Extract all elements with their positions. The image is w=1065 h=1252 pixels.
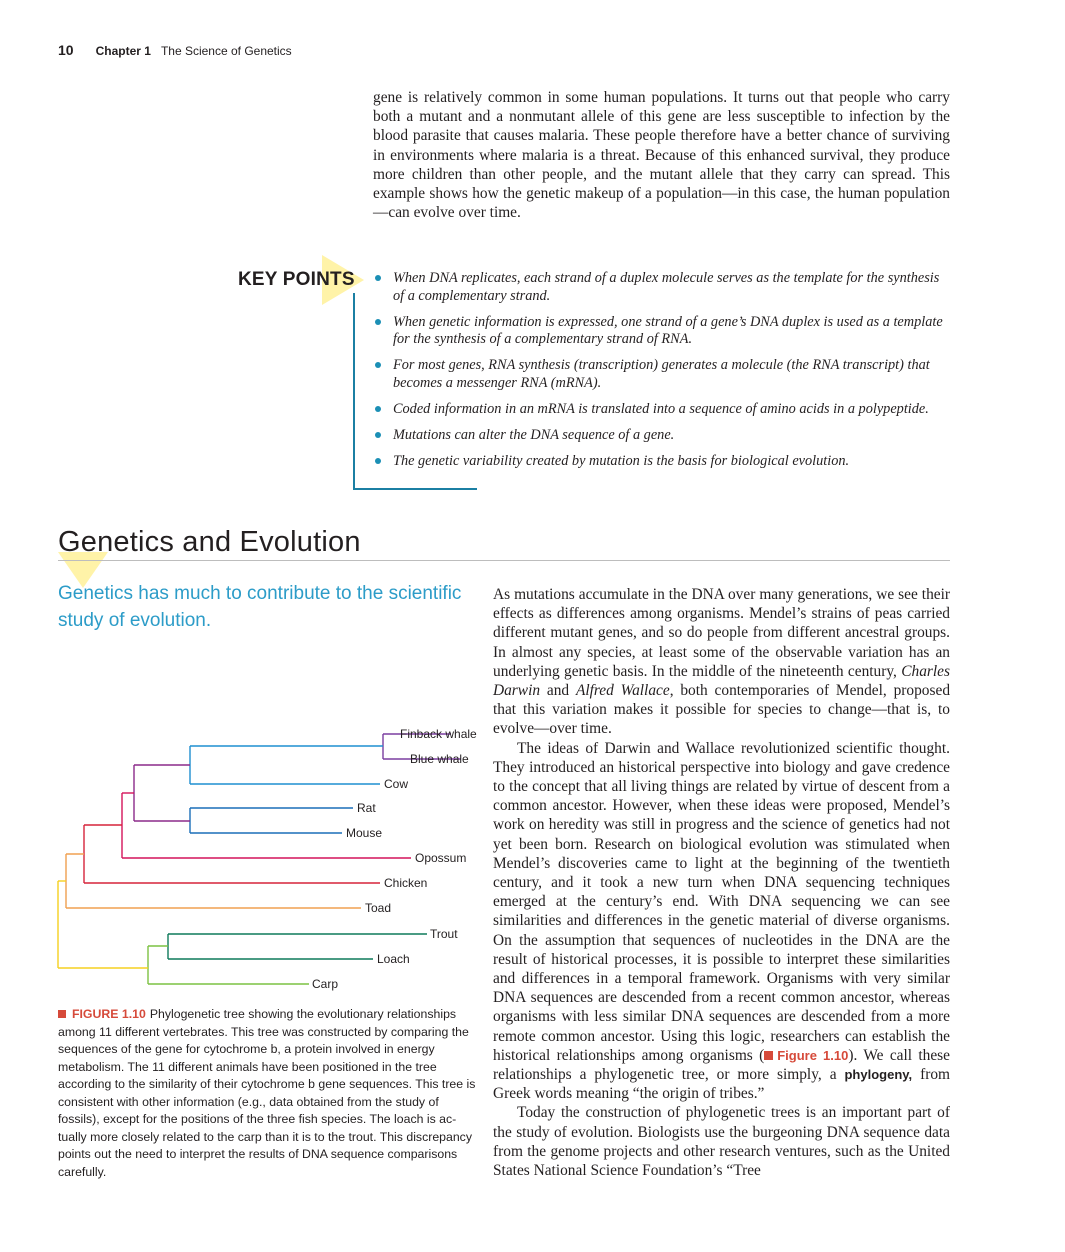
key-points-list bbox=[373, 270, 950, 479]
key-points-rule-horizontal bbox=[353, 488, 477, 490]
figure-marker-icon bbox=[58, 1010, 66, 1018]
key-point-item: For most genes, RNA synthesis (transcription) generates a molecule (the RNA transcript) that becomes a messenger RNA (mRNA). bbox=[373, 357, 950, 392]
section-lead: Genetics has much to contribute to the scientific study of evolution. bbox=[58, 583, 462, 631]
paragraph: Today the construction of phylogenetic trees is an important part of the study of evolution. Biologists use the burgeoning DNA sequence data from the genome projects and other research ventures, such as the United States National Science Foundation’s “Tree bbox=[493, 1104, 950, 1180]
intro-paragraph bbox=[373, 88, 950, 222]
emphasis: Alfred Wallace bbox=[575, 682, 670, 700]
text-run: and bbox=[540, 682, 576, 700]
text-run: , both contemporaries of Mendel, proposed that this variation makes it possible for species to change—that is, to evolve—over time. bbox=[493, 682, 951, 738]
taxon-label: Rat bbox=[357, 801, 376, 815]
taxon-label: Carp bbox=[312, 977, 339, 991]
taxon-label: Mouse bbox=[346, 826, 383, 840]
section-rule bbox=[58, 560, 950, 561]
key-point-item: The genetic variability created by mutation is the basis for biological evolution. bbox=[373, 453, 950, 471]
intro-text: gene is relatively common in some human populations. It turns out that people who carry both a mutant and a nonmutant allele of this gene are less susceptible to infection by the blood parasite that causes malaria. These people therefore have a better chance of surviving in environments where malaria is a threat. Because of this enhanced survival, they produce more children than other people, and the mutant allele that they carry can spread. This example shows how the genetic makeup of a population—in this case, the human population—can evolve over time. bbox=[373, 89, 950, 222]
phylogenetic-tree bbox=[55, 722, 485, 997]
taxon-label: Finback whale bbox=[400, 727, 477, 741]
chapter-title: The Science of Genetics bbox=[160, 44, 292, 58]
key-term: phylogeny, bbox=[844, 1067, 913, 1083]
figure-caption bbox=[58, 1006, 478, 1181]
section-title: Genetics and Evolution bbox=[58, 526, 361, 558]
taxon-label: Loach bbox=[377, 952, 410, 966]
figure-reference-text: Figure 1.10 bbox=[777, 1047, 849, 1063]
figure-marker-icon bbox=[764, 1051, 773, 1060]
taxon-label: Opossum bbox=[415, 851, 467, 865]
taxon-label: Blue whale bbox=[410, 752, 469, 766]
taxon-label: Trout bbox=[430, 927, 458, 941]
key-points-rule-vertical bbox=[353, 293, 355, 489]
taxon-label: Chicken bbox=[384, 876, 428, 890]
key-point-item: Coded information in an mRNA is translated into a sequence of amino acids in a polypeptide. bbox=[373, 401, 950, 419]
taxon-label: Cow bbox=[384, 777, 409, 791]
chapter-label: Chapter 1 bbox=[95, 44, 151, 58]
emphasis: Charles Darwin bbox=[493, 662, 950, 700]
key-point-item: When genetic information is expressed, one strand of a gene’s DNA duplex is used as a template for the synthesis of a complementary strand of RNA. bbox=[373, 314, 950, 349]
running-header bbox=[58, 42, 292, 60]
key-point-item: Mutations can alter the DNA sequence of a gene. bbox=[373, 427, 950, 445]
body-text bbox=[493, 585, 950, 1180]
text-run: ). We call these relationships a phylogenetic tree, or more simply, a bbox=[493, 1046, 950, 1084]
text-run: from Greek words meaning “the origin of tribes.” bbox=[493, 1066, 951, 1103]
paragraph bbox=[493, 739, 950, 1104]
key-point-item: When DNA replicates, each strand of a duplex molecule serves as the template for the synthesis of a complementary strand. bbox=[373, 270, 950, 305]
caption-text: Phylogenetic tree showing the evolutionary relationships among 11 different vertebrates. This tree was constructed by comparing the sequences of the gene for cytochrome b, a protein involved in energy metabolism. The 11 different animals have been positioned in the tree according to the similarity of their cytochrome b gene sequences. This tree is consistent with other information (e.g., data obtained from the study of fossils), except for the positions of the three fish species. The loach is actually more closely related to the carp than it is to the trout. This discrepancy points out the need to interpret the results of DNA sequence comparisons carefully. bbox=[58, 1007, 476, 1179]
text-run: The ideas of Darwin and Wallace revolutionized scientific thought. They introduced an historical perspective into biology and gave credence to the concept that all living things are related by virtue of descent from a common ancestor. However, when these ideas were proposed, Mendel’s work on heredity was still in progress and the science of genetics had not yet been born. Research on biological evolution was stimulated when Mendel’s discoveries came to light at the beginning of the twentieth century, and it took a new turn when DNA sequencing techniques emerged at the century’s end. With DNA sequencing we can see similarities and differences in the genetic material of diverse organisms. On the assumption that sequences of nucleotides in the DNA are the result of historical processes, it is possible to interpret these similarities and differences in a temporal framework. Organisms with very similar DNA sequences are descended from a recent common ancestor, whereas organisms with less similar DNA sequences are descended from a more remote common ancestor. Using this logic, researchers can establish the historical relationships among organisms ( bbox=[493, 739, 950, 1064]
taxon-label: Toad bbox=[365, 901, 392, 915]
page-number: 10 bbox=[58, 42, 74, 58]
figure-label: FIGURE 1.10 bbox=[72, 1007, 146, 1021]
key-points-label: KEY POINTS bbox=[238, 269, 355, 290]
text-run: As mutations accumulate in the DNA over many generations, we see their effects as differences among organisms. Mendel’s strains of peas carried different mutant genes, and so do people from different ancestral groups. In almost any species, at least some of the observable variation has an underlying genetic basis. In the middle of the nineteenth century, bbox=[493, 586, 950, 680]
paragraph bbox=[493, 585, 950, 739]
figure-reference-link[interactable] bbox=[764, 1048, 848, 1063]
